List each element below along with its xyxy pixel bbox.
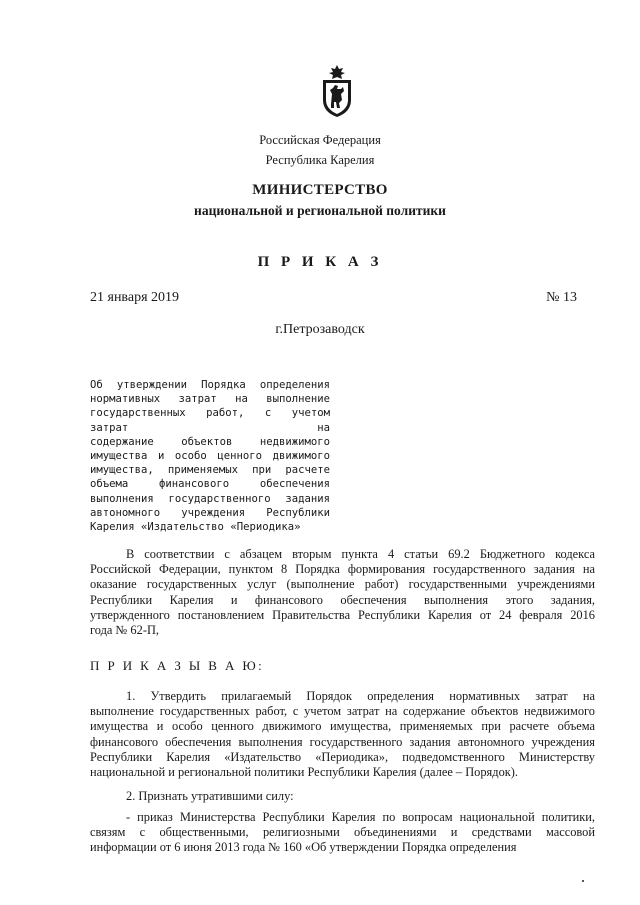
text-line: нормативных затрат на выполнение: [90, 393, 330, 406]
text-line: 1. Утвердить прилагаемый Порядок определения нормативных затрат на: [126, 689, 595, 703]
ministry-title: МИНИСТЕРСТВО: [252, 182, 388, 198]
text-line: содержание объектов недвижимого: [90, 435, 330, 448]
text-line: выполнения государственного задания: [90, 492, 330, 505]
text-line: 2. Признать утратившими силу:: [126, 789, 294, 803]
text-line: утвержденного постановлением Правительства Республики Карелия от 24 февраля 2016: [90, 607, 595, 622]
text-line: связям с общественными, религиозными объединениями и средствами массовой: [90, 825, 595, 840]
document-number: № 13: [546, 290, 577, 305]
text-line: Республики Карелия и финансового обеспечения выполнения этого задания,: [90, 592, 595, 607]
text-line: объема финансового обеспечения: [90, 478, 330, 491]
text-line: национальной и региональной политики Республики Карелия (далее – Порядок).: [90, 765, 519, 780]
text-line: - приказ Министерства Республики Карелия по вопросам национальной политики,: [126, 810, 595, 824]
text-line: Республики Карелия «Издательство «Периодика», подведомственного Министерству: [90, 749, 595, 764]
order-item-2-subitem: [90, 810, 595, 856]
text-line: выполнение государственных работ, с учетом затрат на содержание объектов недвижимого: [90, 704, 595, 719]
coat-of-arms-karelia-icon: [320, 64, 354, 118]
scan-speck: [582, 880, 584, 882]
text-line: государственных работ, с учетом затрат на: [90, 407, 330, 434]
text-line: В соответствии с абзацем вторым пункта 4 статьи 69.2 Бюджетного кодекса: [126, 547, 595, 561]
document-city: г.Петрозаводск: [275, 322, 365, 337]
text-line: оказание государственных услуг (выполнение работ) государственными учреждениями: [90, 577, 595, 592]
republic-name: Республика Карелия: [265, 153, 375, 167]
order-subject: [90, 378, 330, 534]
preamble-paragraph: [90, 547, 595, 638]
document-date: 21 января 2019: [90, 290, 180, 305]
text-line: финансового обеспечения выполнения государственного задания автономного учреждения: [90, 734, 595, 749]
text-line: Об утверждении Порядка определения: [90, 379, 330, 391]
order-item-2: [90, 789, 595, 804]
text-line: Карелия «Издательство «Периодика»: [90, 521, 301, 534]
document-type: П Р И К А З: [257, 254, 383, 270]
text-line: имущества и особо ценного движимого: [90, 450, 330, 463]
text-line: имущества, применяемых при расчете: [90, 464, 330, 477]
order-item-1: [90, 689, 595, 780]
order-word: П Р И К А З Ы В А Ю:: [90, 658, 265, 673]
country-name: Российская Федерация: [259, 133, 381, 147]
text-line: имущества и особо ценного движимого имущества, применяемых при расчете объема: [90, 719, 595, 734]
text-line: информации от 6 июня 2013 года № 160 «Об утверждении Порядка определения: [90, 840, 517, 855]
ministry-subtitle: национальной и региональной политики: [194, 203, 446, 218]
text-line: года № 62-П,: [90, 623, 159, 638]
text-line: автономного учреждения Республики: [90, 506, 330, 519]
text-line: Российской Федерации, пунктом 8 Порядка формирования государственного задания на: [90, 562, 595, 577]
